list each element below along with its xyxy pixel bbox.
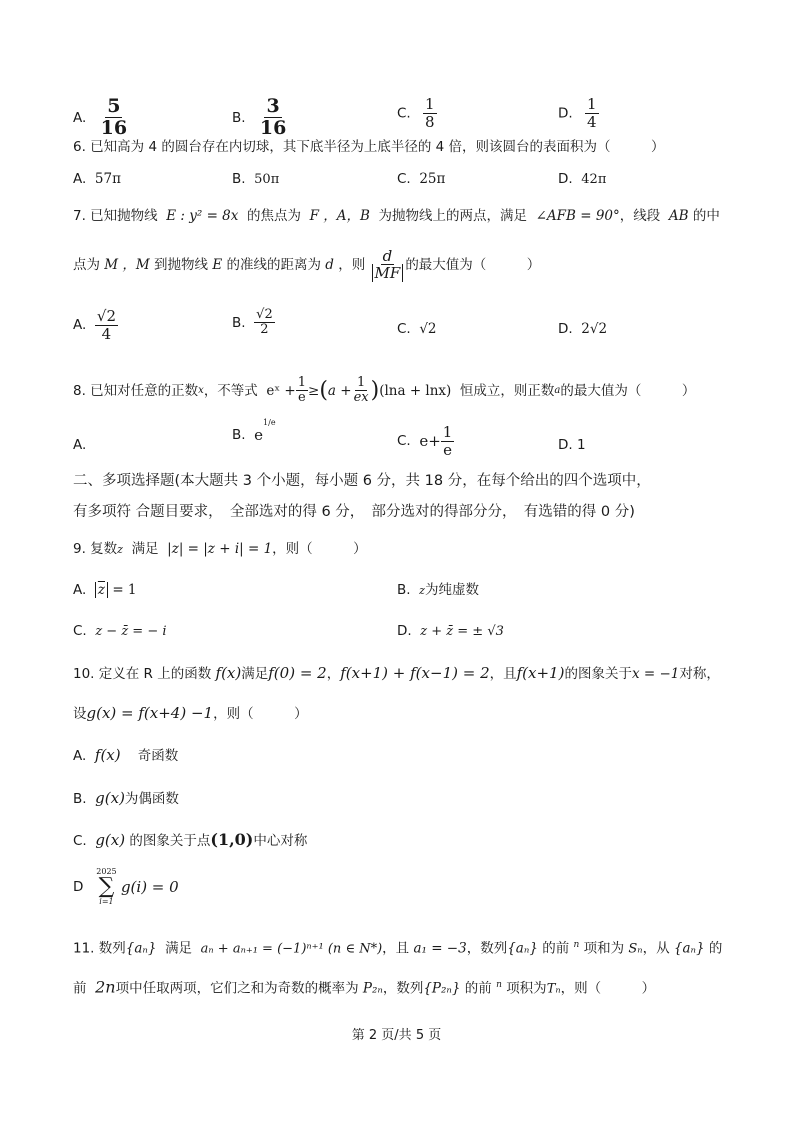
- q7-option-b: B. $\frac{√2}{2}$: [232, 307, 273, 338]
- q6-option-a: A. 57π: [73, 171, 121, 187]
- q5-option-c: C. $\frac{1}{8}$: [397, 95, 435, 131]
- q5-option-a: A. $\frac{5}{16}$: [73, 95, 128, 139]
- q10-stem-line1: 10. 定义在 R 上的函数 f(x)满足f(0) = 2，f(x+1) + f(x−1) = 2，且f(x+1)的图象关于x = −1对称，: [73, 664, 720, 682]
- q11-stem-line1: 11. 数列{aₙ} 满足 aₙ + aₙ₊₁ = (−1)ⁿ⁺¹ (n ∈ N*)，且 a₁ = −3，数列{aₙ} 的前 $^n$ 项和为 Sₙ，从 {aₙ} 的: [73, 940, 723, 957]
- q6-stem: 6. 已知高为 4 的圆台存在内切球，其下底半径为上底半径的 4 倍，则该圆台的表面积为（ ）: [73, 139, 665, 155]
- q6-option-c: C. 25π: [397, 171, 446, 187]
- q5-option-d: D. $\frac{1}{4}$: [558, 95, 597, 131]
- q6-option-b: B. 50π: [232, 171, 280, 187]
- q7-option-a: A. $\frac{√2}{4}$: [73, 307, 116, 343]
- q7-stem-line1: 7. 已知抛物线 E : y² = 8x 的焦点为 F ，A，B 为抛物线上的两点，满足 ∠AFB = 90°，线段 AB 的中: [73, 208, 720, 224]
- q7-option-c: C. √2: [397, 321, 437, 337]
- q7-stem-line2: 点为 M ，M 到抛物线 E 的准线的距离为 d ，则 $\frac{d}{MF}$ 的最大值为（ ）: [73, 246, 541, 283]
- q8-option-d: D. 1: [558, 437, 586, 453]
- q8-option-a: A.: [73, 437, 87, 453]
- q9-stem: 9. 复数z 满足 |z| = |z + i| = 1，则（ ）: [73, 541, 367, 557]
- q10-stem-line2: 设g(x) = f(x+4) −1，则（ ）: [73, 704, 308, 722]
- q9-option-c: C. z − z̄ = − i: [73, 623, 167, 639]
- q7-option-d: D. 2√2: [558, 321, 608, 337]
- q11-stem-line2: 前 2n项中任取两项，它们之和为奇数的概率为 P₂ₙ，数列{P₂ₙ} 的前 $^n$ 项积为Tₙ，则（ ）: [73, 977, 656, 997]
- q7-fraction: $\frac{d}{MF}$: [370, 248, 406, 283]
- q9-option-a: A. $\overline{z} = 1$: [73, 582, 137, 598]
- q10-option-c: C. g(x) 的图象关于点(1,0)中心对称: [73, 830, 308, 849]
- q6-option-d: D. 42π: [558, 171, 607, 187]
- q10-option-a: A. f(x) 奇函数: [73, 746, 179, 764]
- q10-option-b: B. g(x)为偶函数: [73, 789, 179, 807]
- q8-stem: 8. 已知对任意的正数 x ，不等式 eˣ + $\frac{1}{e}$ ≥ ( a + $\frac{1}{ex}$ ) (lna + lnx) 恒成立，则正数 a 的最大值为（ ）: [73, 374, 696, 406]
- q10-option-d: D 2025 ∑ i=1 g(i) = 0: [73, 867, 179, 906]
- q8-option-c: C. e+ $\frac{1}{e}$: [397, 423, 453, 459]
- summation-symbol: 2025 ∑ i=1: [96, 867, 117, 906]
- q5-option-b: B. $\frac{3}{16}$: [232, 95, 287, 139]
- q9-option-b: B. z为纯虚数: [397, 582, 479, 598]
- section2-heading-line2: 有多项符 合题目要求， 全部选对的得 6 分， 部分选对的得部分分， 有选错的得 0 分): [73, 504, 635, 520]
- section2-heading-line1: 二、多项选择题(本大题共 3 个小题，每小题 6 分，共 18 分，在每个给出的四个选项中，: [73, 473, 651, 489]
- q8-option-b: B. e $^{1/e}$: [232, 418, 276, 444]
- page-number-footer: 第 2 页/共 5 页: [351, 1028, 442, 1043]
- q9-option-d: D. z + z̄ = ± √3: [397, 623, 504, 639]
